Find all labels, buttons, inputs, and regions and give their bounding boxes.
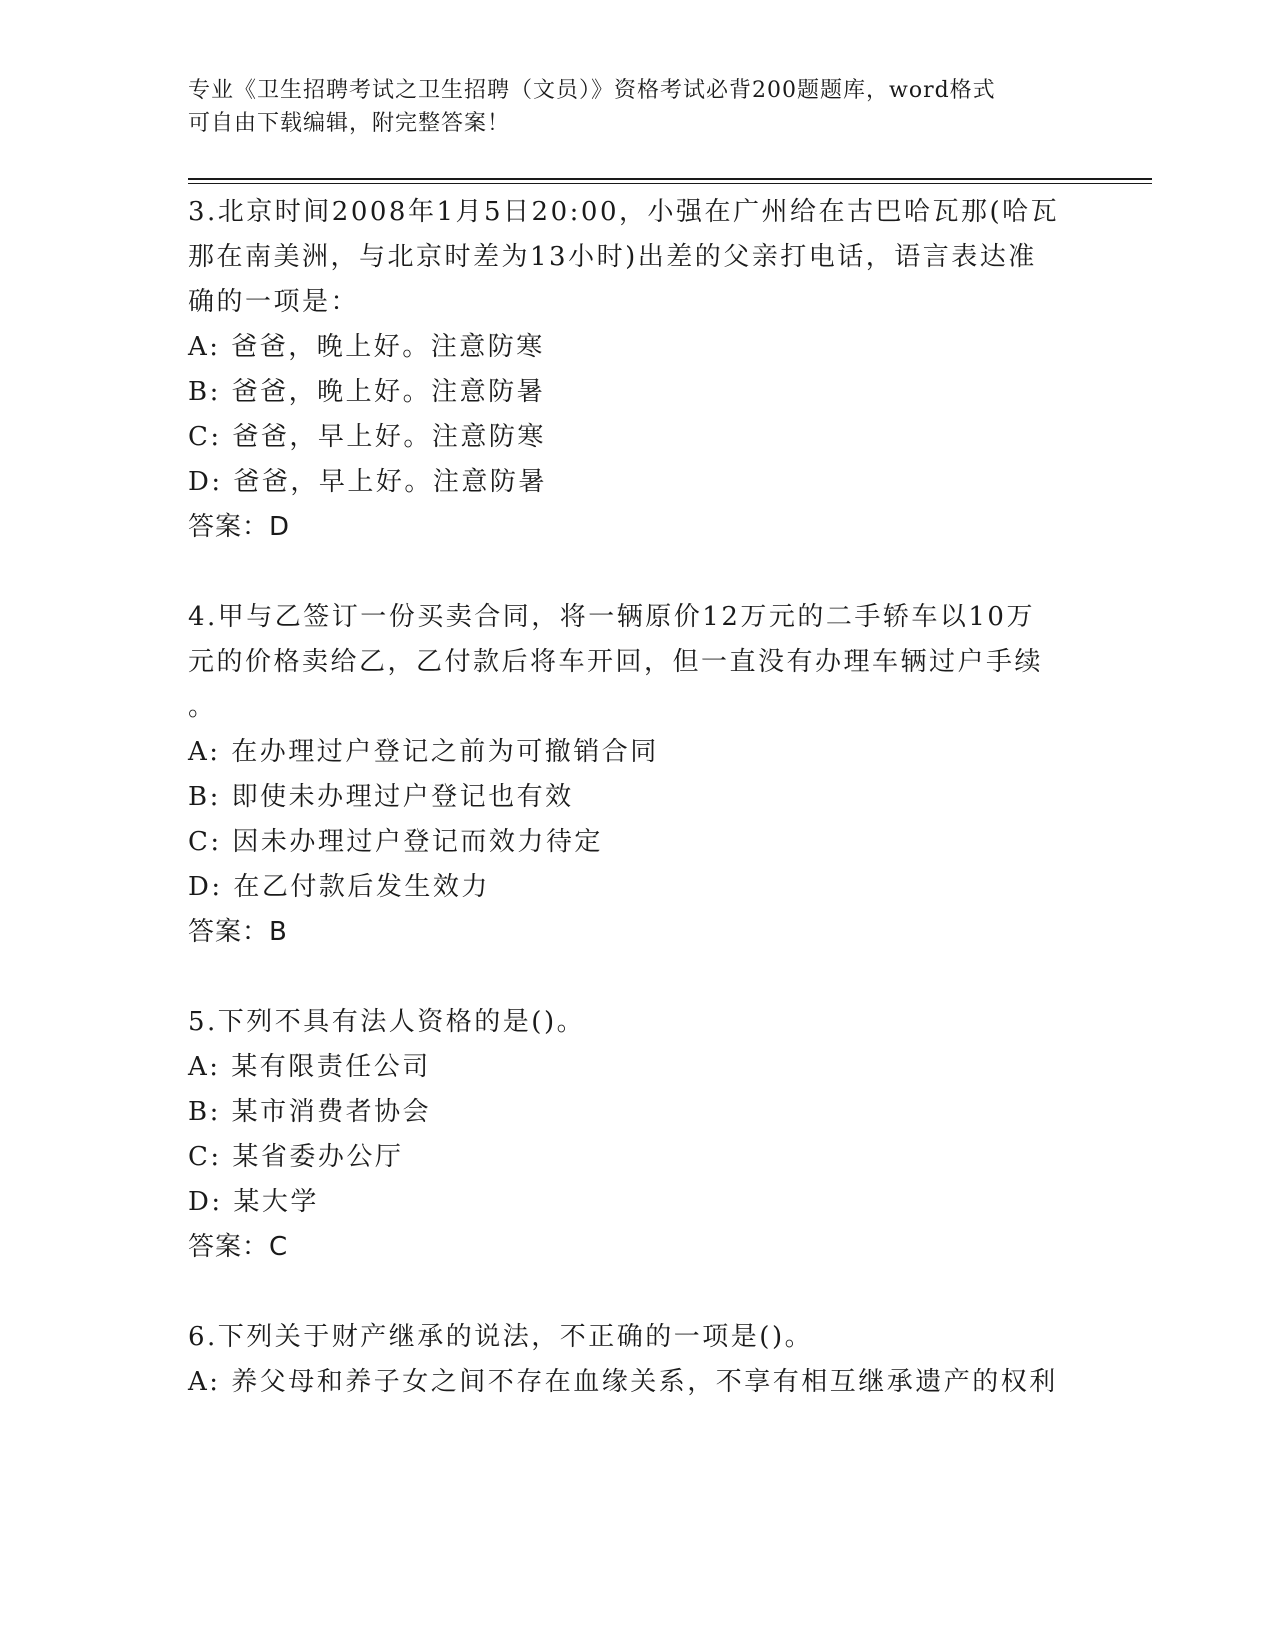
option-a: A: 在办理过户登记之前为可撤销合同: [188, 737, 659, 767]
question-6: [188, 1315, 1088, 1405]
option-d: D: 爸爸，早上好。注意防暑: [188, 467, 547, 497]
question-stem-line: 3.北京时间2008年1月5日20:00，小强在广州给在古巴哈瓦那(哈瓦: [188, 197, 1060, 227]
question-list: [188, 190, 1088, 1405]
option-c: C: 某省委办公厅: [188, 1142, 404, 1172]
question-3: [188, 190, 1088, 550]
option-a: A: 爸爸，晚上好。注意防寒: [188, 332, 545, 362]
option-a: A: 养父母和养子女之间不存在血缘关系，不享有相互继承遗产的权利: [188, 1367, 1058, 1397]
option-b: B: 即使未办理过户登记也有效: [188, 782, 574, 812]
header-line-2: 可自由下载编辑，附完整答案！: [188, 111, 511, 136]
option-b: B: 某市消费者协会: [188, 1097, 432, 1127]
document-header: [188, 74, 1088, 140]
answer: 答案：B: [188, 917, 288, 947]
option-b: B: 爸爸，晚上好。注意防暑: [188, 377, 546, 407]
question-stem-line: 确的一项是：: [188, 287, 360, 317]
header-divider-thin: [188, 183, 1152, 184]
question-stem-line: 。: [188, 692, 217, 722]
question-5: [188, 1000, 1088, 1270]
question-stem-line: 元的价格卖给乙，乙付款后将车开回，但一直没有办理车辆过户手续: [188, 647, 1044, 677]
option-a: A: 某有限责任公司: [188, 1052, 431, 1082]
option-c: C: 爸爸，早上好。注意防寒: [188, 422, 546, 452]
question-4: [188, 595, 1088, 955]
question-stem-line: 4.甲与乙签订一份买卖合同，将一辆原价12万元的二手轿车以10万: [188, 602, 1035, 632]
answer: 答案：D: [188, 512, 291, 542]
spacer: [188, 1270, 1088, 1315]
question-stem-line: 那在南美洲，与北京时差为13小时)出差的父亲打电话，语言表达准: [188, 242, 1037, 272]
question-stem-line: 6.下列关于财产继承的说法，不正确的一项是()。: [188, 1322, 814, 1352]
option-d: D: 某大学: [188, 1187, 319, 1217]
header-divider-thick: [188, 178, 1152, 180]
option-c: C: 因未办理过户登记而效力待定: [188, 827, 603, 857]
question-stem-line: 5.下列不具有法人资格的是()。: [188, 1007, 586, 1037]
answer: 答案：C: [188, 1232, 289, 1262]
spacer: [188, 955, 1088, 1000]
header-line-1: 专业《卫生招聘考试之卫生招聘（文员）》资格考试必背200题题库，word格式: [188, 78, 996, 103]
spacer: [188, 550, 1088, 595]
option-d: D: 在乙付款后发生效力: [188, 872, 490, 902]
